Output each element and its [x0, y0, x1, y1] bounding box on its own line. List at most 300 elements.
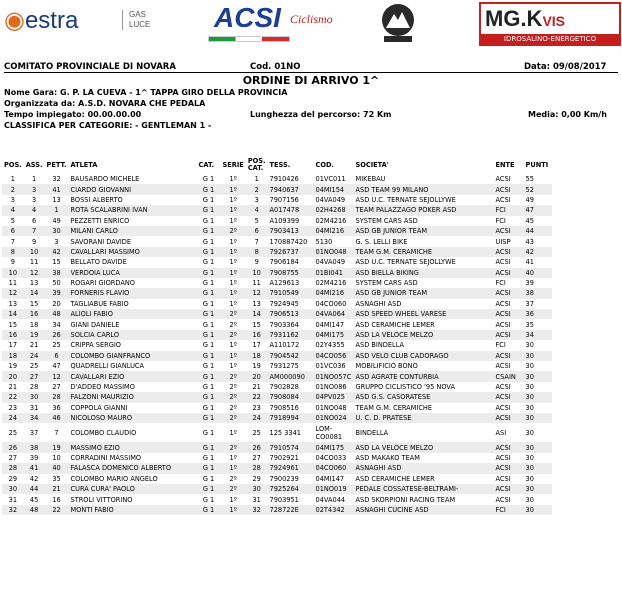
table-row [2, 413, 552, 423]
cell-atleta: GIANI DANIELE [70, 320, 120, 329]
cell-pos: 29 [8, 474, 18, 483]
cell-societa: ASD LA VELOCE MELZO [354, 442, 494, 452]
cell-cod: LOM-CO0081 [315, 424, 343, 441]
cell-ass: 45 [29, 495, 39, 504]
cell-serie: 2º [221, 392, 246, 402]
cell-pos-cat: 26 [246, 442, 268, 452]
cell-ente: ACSI [495, 474, 511, 483]
cell-cat: G 1 [202, 383, 215, 391]
cell-pett: 13 [52, 195, 61, 204]
cell-pos: 18 [2, 351, 24, 361]
cell-serie: 1º [221, 268, 246, 278]
cell-punti: 30 [524, 505, 552, 515]
cell-ente: ACSI [494, 413, 524, 423]
table-row [2, 309, 552, 319]
table-row [2, 403, 552, 413]
cell-societa: SYSTEM CARS ASD [355, 216, 418, 225]
cell-pos-cat: 9 [254, 258, 259, 267]
table-row [2, 288, 552, 298]
cell-cat: G 1 [202, 216, 215, 225]
cell-tess: 7940637 [268, 184, 314, 194]
cell-tess: 170887420 [269, 237, 308, 246]
cell-cat: G 1 [197, 288, 221, 298]
cell-ass: 34 [24, 413, 45, 423]
cell-cat: G 1 [197, 484, 221, 494]
cell-pett: 35 [52, 474, 61, 483]
cell-serie: 1º [229, 258, 237, 267]
cell-ass: 12 [24, 268, 45, 278]
table-row [2, 184, 552, 194]
cell-pos-cat: 14 [246, 309, 268, 319]
table-row [2, 205, 552, 215]
col-ass: ASS. [25, 161, 43, 169]
cell-ente: CSAIN [494, 371, 524, 381]
cell-pett: 22 [45, 505, 69, 515]
cell-serie: 1º [229, 237, 237, 246]
cell-punti: 38 [524, 288, 552, 298]
col-punti: PUNTI [525, 161, 549, 169]
cell-serie: 1º [229, 195, 237, 204]
cell-atleta: STROLI VITTORINO [70, 495, 133, 504]
cell-punti: 36 [524, 309, 552, 319]
cell-ente: FCI [495, 341, 506, 350]
cell-cat: G 1 [202, 258, 215, 267]
cell-ente: ACSI [495, 299, 511, 308]
cell-tess: 7925264 [268, 484, 314, 494]
cell-pett: 28 [45, 392, 69, 402]
cell-pos-cat: 1 [254, 175, 259, 184]
cell-societa: ASD GB JUNIOR TEAM [354, 288, 494, 298]
cell-punti: 35 [525, 320, 534, 329]
cell-serie: 1º [229, 495, 237, 504]
cell-cod: 01NO048 [315, 403, 347, 412]
cell-punti: 30 [525, 495, 534, 504]
cell-cod: 04CO033 [315, 453, 347, 462]
cell-punti: 44 [524, 226, 552, 236]
cell-pos-cat: 6 [246, 226, 268, 236]
cell-pos-cat: 13 [252, 299, 261, 308]
cell-ass: 19 [24, 330, 45, 340]
cell-cod: 01NO086 [315, 383, 347, 391]
cell-atleta: VERDOIA LUCA [69, 268, 197, 278]
cell-pos-cat: 23 [252, 403, 261, 412]
table-row [2, 382, 552, 392]
cell-atleta: CIARDO GIOVANNI [69, 184, 197, 194]
cell-punti: 30 [525, 403, 534, 412]
cell-punti: 30 [525, 341, 534, 350]
cell-atleta: CURA CURA' PAOLO [69, 484, 197, 494]
cell-cod: 04MI216 [314, 226, 354, 236]
cell-serie: 2º [229, 320, 237, 329]
cell-ente: ASI [495, 428, 507, 437]
cell-punti: 49 [525, 195, 534, 204]
cell-ente: ACSI [494, 484, 524, 494]
table-row [2, 330, 552, 340]
cell-cat: G 1 [202, 403, 215, 412]
col-serie: SERIE [222, 161, 244, 169]
cell-ente: ACSI [494, 463, 524, 473]
cell-punti: 30 [525, 428, 534, 437]
cell-cat: G 1 [202, 299, 215, 308]
col-cat: CAT. [198, 161, 214, 169]
cell-serie: 1º [229, 279, 237, 288]
cell-societa: BINDELLA [355, 428, 389, 437]
cell-ass: 16 [24, 309, 45, 319]
cell-punti: 30 [524, 413, 552, 423]
cell-ass: 13 [29, 279, 39, 288]
cell-ass: 41 [24, 463, 45, 473]
cell-cod: 01NO019 [314, 484, 354, 494]
cell-pos-cat: 15 [252, 320, 261, 329]
table-row [2, 453, 552, 463]
cell-cod: 01VC011 [315, 175, 346, 184]
cell-cat: G 1 [202, 495, 215, 504]
cell-societa: U. C. D. PRATESE [354, 413, 494, 423]
cell-cod: 04CO060 [315, 299, 347, 308]
cell-tess: 7908084 [268, 392, 314, 402]
cell-societa: ASNAGHI ASD [355, 299, 402, 308]
cell-pos: 7 [10, 237, 15, 246]
table-row [2, 361, 552, 371]
cell-pos: 31 [8, 495, 18, 504]
cell-pos-cat: 32 [246, 505, 268, 515]
cell-serie: 1º [221, 247, 246, 257]
cell-cod: 04CO056 [314, 351, 354, 361]
cell-pos-cat: 20 [246, 371, 268, 381]
cell-serie: 1º [229, 362, 237, 371]
cell-societa: ASNAGHI ASD [354, 463, 494, 473]
table-row [2, 319, 552, 329]
cell-ass: 48 [24, 505, 45, 515]
cell-cat: G 1 [197, 351, 221, 361]
cell-punti: 30 [524, 371, 552, 381]
cell-atleta: QUADRELLI GIANLUCA [70, 362, 145, 371]
col-pos-cat: POS. CAT. [247, 157, 266, 172]
cell-ass: 38 [24, 442, 45, 452]
cell-cod: 02Y4355 [315, 341, 345, 350]
cell-ass: 42 [29, 474, 39, 483]
col-pos: POS. [4, 161, 22, 169]
cell-pett: 42 [45, 247, 69, 257]
cell-serie: 1º [229, 299, 237, 308]
cell-pos: 5 [10, 216, 15, 225]
cell-pett: 48 [45, 309, 69, 319]
cell-cod: 01BI041 [314, 268, 354, 278]
cell-ente: ACSI [494, 184, 524, 194]
cell-punti: 43 [525, 237, 534, 246]
cell-pos: 23 [8, 403, 18, 412]
cell-pett: 38 [45, 268, 69, 278]
col-cod: COD. [315, 161, 334, 169]
cell-pos: 16 [2, 330, 24, 340]
cell-atleta: BELLATO DAVIDE [70, 258, 127, 267]
cell-serie: 1º [221, 351, 246, 361]
cell-serie: 2º [221, 484, 246, 494]
table-row [2, 351, 552, 361]
cell-serie: 1º [221, 505, 246, 515]
cell-pett: 16 [52, 495, 61, 504]
cell-punti: 47 [524, 205, 552, 215]
cell-cod: 02T4342 [314, 505, 354, 515]
cell-punti: 30 [525, 453, 534, 462]
cell-serie: 1º [229, 453, 237, 462]
table-row [2, 216, 552, 226]
cell-societa: MIKEBAU [355, 175, 386, 184]
cell-atleta: MONTI FABIO [69, 505, 197, 515]
cell-tess: AM000090 [268, 371, 314, 381]
col-ente: ENTE [495, 161, 515, 169]
cell-serie: 2º [221, 309, 246, 319]
cell-punti: 42 [524, 247, 552, 257]
cell-cod: 02H4268 [314, 205, 354, 215]
cell-pos: 2 [2, 184, 24, 194]
cell-cod: 04PV025 [314, 392, 354, 402]
results-table [2, 156, 552, 515]
cell-pos-cat: 21 [252, 383, 261, 391]
cell-pos: 30 [2, 484, 24, 494]
cell-ente: FCI [494, 505, 524, 515]
cell-ente: FCI [494, 205, 524, 215]
cell-tess: 7924945 [269, 299, 299, 308]
table-row [2, 484, 552, 494]
cell-cat: G 1 [197, 463, 221, 473]
cell-ass: 10 [24, 247, 45, 257]
cell-tess: A129613 [269, 279, 300, 288]
cell-pos-cat: 31 [252, 495, 261, 504]
cell-ente: ACSI [495, 320, 511, 329]
organizer: Organizzata da: A.S.D. NOVARA CHE PEDALA [4, 99, 206, 108]
cell-punti: 30 [524, 463, 552, 473]
cell-ente: ACSI [494, 288, 524, 298]
cell-punti: 30 [525, 474, 534, 483]
race-name: Nome Gara: G. P. LA CUEVA - 1^ TAPPA GIRO DELLA PROVINCIA [4, 88, 288, 97]
table-header [2, 156, 552, 174]
cell-cat: G 1 [197, 247, 221, 257]
cell-pos-cat: 2 [246, 184, 268, 194]
cell-atleta: COLOMBO MARIO ANGELO [70, 474, 158, 483]
cell-cod: 5130 [315, 237, 333, 246]
cell-cod: 02M4216 [315, 216, 347, 225]
cell-serie: 1º [221, 184, 246, 194]
cell-cat: G 1 [197, 392, 221, 402]
cell-societa: G. S. LELLI BIKE [355, 237, 408, 246]
cell-societa: ASD BINDELLA [355, 341, 405, 350]
cell-atleta: COPPOLA GIANNI [70, 403, 128, 412]
cell-tess: A109399 [269, 216, 300, 225]
cell-pett: 27 [52, 383, 61, 391]
mgkvis-logo: MG.KVIS IDROSALINO-ENERGETICO [479, 2, 621, 46]
cell-pos-cat: 16 [246, 330, 268, 340]
cell-ass: 6 [32, 216, 37, 225]
cell-pett: 10 [52, 453, 61, 462]
cell-pos: 4 [2, 205, 24, 215]
cell-pett: 36 [52, 403, 61, 412]
cell-societa: TEAM G.M. CERAMICHE [354, 247, 494, 257]
cell-pett: 12 [45, 371, 69, 381]
cell-societa: GRUPPO CICLISTICO '95 NOVA [355, 383, 455, 391]
cell-pett: 49 [52, 216, 61, 225]
cell-societa: ASD TEAM 99 MILANO [354, 184, 494, 194]
cell-punti: 30 [524, 392, 552, 402]
cell-societa: SYSTEM CARS ASD [355, 279, 418, 288]
cell-pos: 21 [8, 383, 18, 391]
cell-pett: 41 [45, 184, 69, 194]
cell-ass: 9 [32, 237, 37, 246]
cell-tess: A110172 [269, 341, 300, 350]
cell-punti: 37 [525, 299, 534, 308]
cell-tess: 7931162 [268, 330, 314, 340]
cell-pos-cat: 3 [254, 195, 259, 204]
cell-cod: 01VC036 [315, 362, 346, 371]
cell-punti: 39 [525, 279, 534, 288]
cell-ente: ACSI [494, 442, 524, 452]
table-row [2, 247, 552, 257]
cell-cod: 04MI216 [314, 288, 354, 298]
cell-pos-cat: 24 [246, 413, 268, 423]
cell-pos: 8 [2, 247, 24, 257]
cell-ass: 30 [24, 392, 45, 402]
cell-societa: ASD SPEED WHEEL VARESE [354, 309, 494, 319]
cell-pos: 6 [2, 226, 24, 236]
table-row [2, 278, 552, 288]
cell-societa: ASD LA VELOCE MELZO [354, 330, 494, 340]
cell-cat: G 1 [202, 341, 215, 350]
cell-societa: ASD VELO CLUB CADORAGO [354, 351, 494, 361]
cell-tess: 7926737 [268, 247, 314, 257]
cell-tess: A017478 [268, 205, 314, 215]
cell-atleta: FALASCA DOMENICO ALBERTO [69, 463, 197, 473]
cell-pett: 34 [52, 320, 61, 329]
cell-pos: 22 [2, 392, 24, 402]
cell-pos: 26 [2, 442, 24, 452]
cell-cat: G 1 [202, 428, 215, 437]
cell-atleta: MILANI CARLO [69, 226, 197, 236]
col-atleta: ATLETA [70, 161, 98, 169]
cell-serie: 1º [221, 288, 246, 298]
cell-tess: 7918994 [268, 413, 314, 423]
cell-cod: 04VA049 [315, 258, 346, 267]
cell-ente: FCI [495, 279, 506, 288]
cell-atleta: SAVORANI DAVIDE [70, 237, 132, 246]
cell-punti: 30 [524, 484, 552, 494]
cell-cod: 01NO057C [314, 371, 354, 381]
table-row [2, 195, 552, 205]
cell-cat: G 1 [202, 362, 215, 371]
cell-societa: ASD SKORPIONI RACING TEAM [355, 495, 456, 504]
cell-ass: 24 [24, 351, 45, 361]
cell-atleta: COLOMBO CLAUDIO [70, 428, 137, 437]
cell-pos: 19 [8, 362, 18, 371]
cell-pos: 15 [8, 320, 18, 329]
race-date: Data: 09/08/2017 [524, 62, 607, 72]
cell-tess: 7906184 [269, 258, 299, 267]
cell-pos: 1 [10, 175, 15, 184]
cell-cod: 04CO060 [314, 463, 354, 473]
cell-pett: 25 [52, 341, 61, 350]
cell-pos-cat: 5 [254, 216, 259, 225]
cell-tess: 7903951 [269, 495, 299, 504]
cell-cat: G 1 [197, 184, 221, 194]
cell-ass: 39 [29, 453, 39, 462]
cell-tess: 7924961 [268, 463, 314, 473]
cell-atleta: MASSIMO EZIO [69, 442, 197, 452]
cell-pos-cat: 12 [246, 288, 268, 298]
cell-pos: 32 [2, 505, 24, 515]
cell-ass: 1 [32, 175, 37, 184]
cell-atleta: CAVALLARI EZIO [69, 371, 197, 381]
cell-ente: ACSI [494, 330, 524, 340]
cell-punti: 30 [525, 383, 534, 391]
cell-cat: G 1 [202, 279, 215, 288]
cell-ass: 21 [29, 341, 39, 350]
cell-pos-cat: 19 [252, 362, 261, 371]
cell-cod: 04MI147 [315, 474, 345, 483]
cell-pos-cat: 17 [252, 341, 261, 350]
cell-serie: 1º [229, 341, 237, 350]
cell-pos-cat: 27 [252, 453, 261, 462]
cell-atleta: ALIOLI FABIO [69, 309, 197, 319]
cell-pos: 17 [8, 341, 18, 350]
cell-ass: 27 [24, 371, 45, 381]
cell-ente: ACSI [495, 383, 511, 391]
table-row [2, 257, 552, 267]
cell-tess: 7907156 [269, 195, 299, 204]
cell-pett: 47 [52, 362, 61, 371]
estra-logo: ◉estra GAS LUCE [4, 7, 151, 34]
cell-punti: 41 [525, 258, 534, 267]
cell-pos: 12 [2, 288, 24, 298]
cell-pos: 13 [8, 299, 18, 308]
cell-serie: 2º [221, 413, 246, 423]
cell-ass: 7 [24, 226, 45, 236]
cell-ente: ACSI [495, 403, 511, 412]
table-row [2, 340, 552, 350]
committee-name: COMITATO PROVINCIALE DI NOVARA [4, 62, 176, 72]
cell-ente: ACSI [495, 258, 511, 267]
cell-societa: TEAM PALAZZAGO POKER ASD [354, 205, 494, 215]
cell-cat: G 1 [202, 237, 215, 246]
cell-cat: G 1 [202, 453, 215, 462]
col-pett: PETT. [46, 161, 67, 169]
cell-ente: ACSI [494, 226, 524, 236]
cell-pos: 3 [10, 195, 15, 204]
cell-ente: ACSI [494, 247, 524, 257]
average-speed: Media: 0,00 Km/h [528, 110, 607, 119]
cell-atleta: BOSSI ALBERTO [70, 195, 123, 204]
cell-pos-cat: 30 [246, 484, 268, 494]
cell-punti: 30 [525, 362, 534, 371]
cell-ente: ACSI [495, 495, 511, 504]
cell-pett: 46 [45, 413, 69, 423]
cell-tess: 7910426 [269, 175, 299, 184]
cell-punti: 52 [524, 184, 552, 194]
cell-pos-cat: 25 [252, 428, 261, 437]
cell-tess: 7906513 [268, 309, 314, 319]
cell-cod: 01NO048 [314, 247, 354, 257]
cell-cod: 04VA049 [315, 195, 346, 204]
cell-cod: 04MI175 [314, 330, 354, 340]
cell-pos: 9 [10, 258, 15, 267]
cell-punti: 45 [525, 216, 534, 225]
cell-cat: G 1 [197, 330, 221, 340]
cell-tess: 728722E [268, 505, 314, 515]
cell-tess: 7902828 [269, 383, 299, 391]
cell-ass: 18 [29, 320, 39, 329]
cell-societa: ASD MAKAKO TEAM [355, 453, 420, 462]
cell-punti: 30 [524, 351, 552, 361]
sponsor-logos [0, 0, 622, 50]
cell-punti: 40 [524, 268, 552, 278]
